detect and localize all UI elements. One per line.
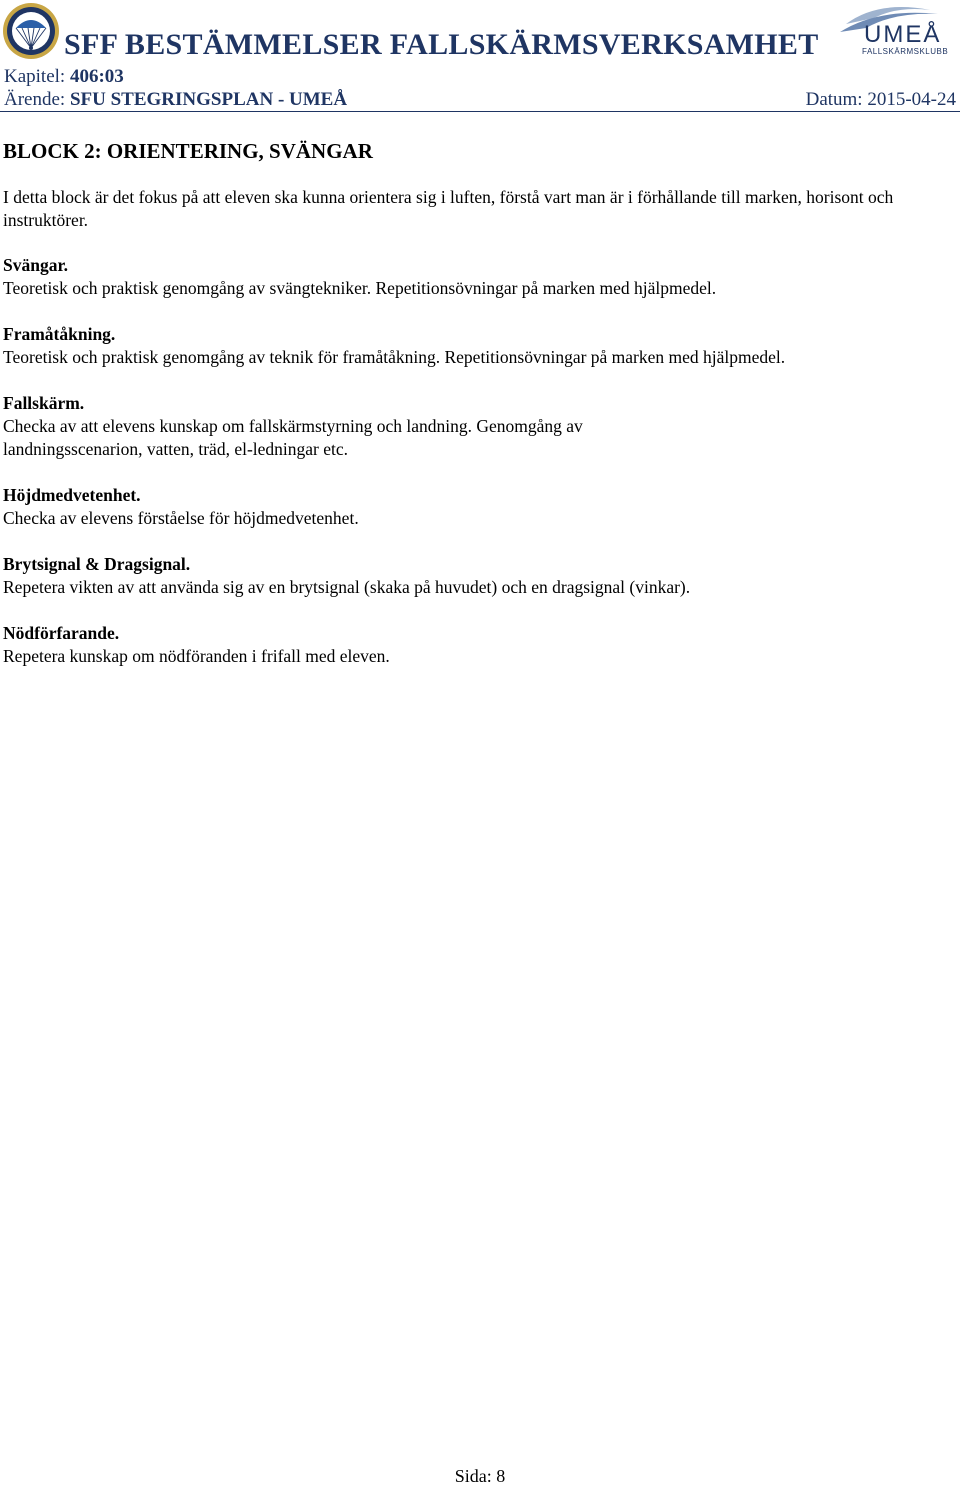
section-title: Brytsignal & Dragsignal. xyxy=(3,554,191,574)
chapter-line xyxy=(4,66,124,88)
section-title: Nödförfarande. xyxy=(3,623,120,643)
page-number: Sida: 8 xyxy=(454,1466,506,1486)
section-title: Framåtåkning. xyxy=(3,324,116,344)
chapter-value: 406:03 xyxy=(69,66,124,87)
section-body: Repetera kunskap om nödföranden i frifall med eleven. xyxy=(3,646,390,666)
section-framatakning xyxy=(3,323,943,369)
section-body: Checka av att elevens kunskap om fallskärmstyrning och landning. Genomgång av landningsscenarion, vatten, träd, el-ledningar etc. xyxy=(3,416,583,459)
svg-text:UMEÅ: UMEÅ xyxy=(864,21,942,48)
section-title: Höjdmedvetenhet. xyxy=(3,485,141,505)
chapter-label: Kapitel: xyxy=(4,66,66,87)
section-title: Svängar. xyxy=(3,255,69,275)
club-logo xyxy=(838,2,956,58)
case-line xyxy=(4,89,956,111)
section-body: Teoretisk och praktisk genomgång av teknik för framåtåkning. Repetitionsövningar på marken med hjälpmedel. xyxy=(3,347,786,367)
case-label: Ärende: xyxy=(4,89,66,110)
date-value: 2015-04-24 xyxy=(867,89,956,110)
block-title: BLOCK 2: ORIENTERING, SVÄNGAR xyxy=(3,139,373,163)
date-field xyxy=(806,89,956,111)
federation-seal-icon xyxy=(2,2,60,60)
section-body: Teoretisk och praktisk genomgång av svängtekniker. Repetitionsövningar på marken med hjälpmedel. xyxy=(3,278,717,298)
date-label: Datum: xyxy=(805,89,863,110)
case-value: SFU STEGRINGSPLAN - UMEÅ xyxy=(69,89,348,110)
section-brytsignal xyxy=(3,553,943,599)
section-fallskarm xyxy=(3,392,943,461)
section-hojdmedvetenhet xyxy=(3,484,943,530)
header-divider xyxy=(0,111,960,112)
svg-text:FALLSKÄRMSKLUBB: FALLSKÄRMSKLUBB xyxy=(862,47,949,56)
section-body: Repetera vikten av att använda sig av en brytsignal (skaka på huvudet) och en dragsignal (vinkar). xyxy=(3,577,691,597)
section-nodforfarande xyxy=(3,622,943,668)
document-title: SFF BESTÄMMELSER FALLSKÄRMSVERKSAMHET xyxy=(64,28,819,61)
section-title: Fallskärm. xyxy=(3,393,85,413)
document-header xyxy=(0,0,960,112)
document-body xyxy=(3,138,943,691)
intro-paragraph: I detta block är det fokus på att eleven ska kunna orientera sig i luften, förstå vart man är i förhållande till marken, horisont och instruktörer. xyxy=(3,187,894,230)
section-body: Checka av elevens förståelse för höjdmedvetenhet. xyxy=(3,508,359,528)
section-svangar xyxy=(3,254,943,300)
